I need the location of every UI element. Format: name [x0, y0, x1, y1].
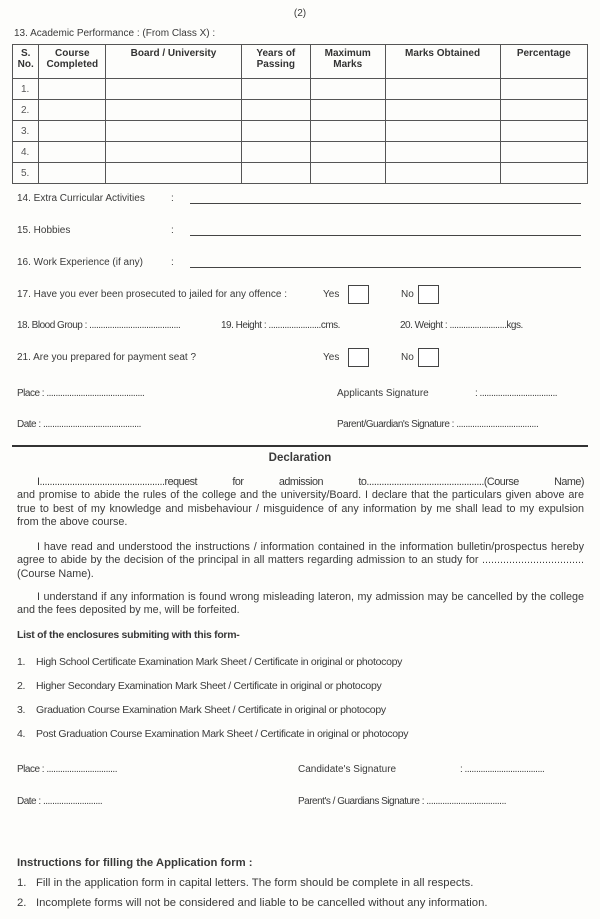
table-input-cell[interactable]: [310, 121, 385, 142]
hobbies-label: 15. Hobbies: [17, 225, 71, 236]
enclosure-item: Graduation Course Examination Mark Sheet / Certificate in original or photocopy: [36, 704, 386, 716]
table-input-cell[interactable]: [500, 121, 587, 142]
table-input-cell[interactable]: [385, 79, 500, 100]
column-header: [39, 45, 106, 79]
declaration-paragraph-1: [17, 476, 584, 530]
column-header-text: Marks Obtained: [405, 48, 481, 59]
table-input-cell[interactable]: [241, 163, 310, 184]
serial-number-cell: 4.: [13, 142, 39, 163]
column-header-text: No.: [17, 59, 34, 70]
applicant-signature-label: Applicants Signature: [337, 388, 429, 399]
serial-number-cell: 5.: [13, 163, 39, 184]
blood-group-field[interactable]: 18. Blood Group : ........................................: [17, 320, 181, 331]
column-header-text: Passing: [256, 59, 295, 70]
table-input-cell[interactable]: [106, 163, 242, 184]
place-field[interactable]: Place : ...........................................: [17, 388, 145, 399]
declaration-paragraph-1-text: and promise to abide the rules of the college and the university/Board. I declare that the particulars given above are true to best of my knowledge and misbehaviour / misguidence of any information by me shall lead to my expulsion from the above course.: [17, 489, 584, 529]
column-header-text: Maximum: [324, 48, 371, 59]
payment-seat-yes-label: Yes: [323, 352, 340, 363]
payment-seat-yes-checkbox[interactable]: [348, 348, 369, 367]
enclosure-number: 2.: [17, 680, 26, 692]
parent-signature-field[interactable]: Parent/Guardian's Signature : ....................................: [337, 419, 539, 430]
candidate-signature-field[interactable]: : ...................................: [460, 764, 545, 775]
table-row: [13, 163, 588, 184]
date-field[interactable]: Date : ...........................................: [17, 419, 141, 430]
column-header-text: Board / University: [130, 48, 217, 59]
hobbies-colon: :: [171, 225, 174, 236]
table-input-cell[interactable]: [500, 100, 587, 121]
extra-curricular-label: 14. Extra Curricular Activities: [17, 193, 145, 204]
column-header-text: Percentage: [516, 48, 571, 59]
serial-number-cell: 1.: [13, 79, 39, 100]
column-header: [310, 45, 385, 79]
payment-seat-no-checkbox[interactable]: [418, 348, 439, 367]
payment-seat-no-label: No: [401, 352, 414, 363]
table-row: [13, 142, 588, 163]
declaration-paragraph-2: I have read and understood the instructions / information contained in the information bulletin/prospectus hereby agree to abide by the decision of the principal in all matters regarding admission to an study for .................................. (Course Name).: [17, 541, 584, 580]
work-experience-label: 16. Work Experience (if any): [17, 257, 143, 268]
table-header-row: [13, 45, 588, 79]
table-input-cell[interactable]: [106, 121, 242, 142]
table-input-cell[interactable]: [385, 100, 500, 121]
instructions-title: Instructions for filling the Application form :: [17, 857, 253, 869]
column-header-text: Completed: [46, 59, 99, 70]
work-experience-input[interactable]: [190, 267, 581, 268]
column-header: [385, 45, 500, 79]
table-input-cell[interactable]: [310, 142, 385, 163]
hobbies-input[interactable]: [190, 235, 581, 236]
declaration-paragraph-3: I understand if any information is found wrong misleading lateron, my admission may be cancelled by the college and the fees deposited by me, will be forfeited.: [17, 591, 584, 617]
table-input-cell[interactable]: [385, 163, 500, 184]
enclosures-title: List of the enclosures submiting with this form-: [17, 629, 240, 641]
column-header: [13, 45, 39, 79]
column-header: [241, 45, 310, 79]
table-input-cell[interactable]: [500, 79, 587, 100]
column-header-text: Marks: [333, 59, 363, 70]
column-header-text: Years of: [256, 48, 296, 59]
prosecuted-yes-checkbox[interactable]: [348, 285, 369, 304]
prosecuted-no-checkbox[interactable]: [418, 285, 439, 304]
section-divider: [12, 445, 588, 447]
table-row: [13, 79, 588, 100]
table-input-cell[interactable]: [39, 100, 106, 121]
instruction-number: 2.: [17, 897, 27, 909]
table-input-cell[interactable]: [106, 142, 242, 163]
column-header-text: Course: [55, 48, 90, 59]
serial-number-cell: 2.: [13, 100, 39, 121]
academic-performance-title: 13. Academic Performance : (From Class X) :: [14, 28, 216, 39]
enclosure-item: Post Graduation Course Examination Mark Sheet / Certificate in original or photocopy: [36, 728, 409, 740]
column-header: [106, 45, 242, 79]
enclosure-number: 4.: [17, 728, 26, 740]
table-row: [13, 100, 588, 121]
table-input-cell[interactable]: [39, 79, 106, 100]
signoff-place-field[interactable]: Place : ...............................: [17, 764, 117, 775]
table-input-cell[interactable]: [39, 163, 106, 184]
table-input-cell[interactable]: [310, 100, 385, 121]
table-input-cell[interactable]: [39, 121, 106, 142]
table-input-cell[interactable]: [106, 100, 242, 121]
table-input-cell[interactable]: [106, 79, 242, 100]
candidate-signature-label: Candidate's Signature: [298, 764, 397, 775]
prosecuted-no-label: No: [401, 289, 414, 300]
table-input-cell[interactable]: [500, 163, 587, 184]
table-row: [13, 121, 588, 142]
work-experience-colon: :: [171, 257, 174, 268]
parents-signature-field[interactable]: Parent's / Guardians Signature : ...................................: [298, 796, 507, 807]
enclosure-number: 3.: [17, 704, 26, 716]
extra-curricular-colon: :: [171, 193, 174, 204]
column-header: [500, 45, 587, 79]
page-number: (2): [293, 8, 307, 19]
serial-number-cell: 3.: [13, 121, 39, 142]
table-input-cell[interactable]: [241, 121, 310, 142]
column-header-text: S.: [20, 48, 31, 59]
declaration-admission-line[interactable]: I..................................................request for admission to...............................................(Course Name): [37, 476, 584, 488]
payment-seat-label: 21. Are you prepared for payment seat ?: [17, 352, 196, 363]
table-input-cell[interactable]: [241, 100, 310, 121]
table-input-cell[interactable]: [310, 79, 385, 100]
applicant-signature-field[interactable]: : ..................................: [475, 388, 558, 399]
instruction-item: Incomplete forms will not be considered and liable to be cancelled without any information.: [36, 897, 488, 909]
extra-curricular-input[interactable]: [190, 203, 581, 204]
table-input-cell[interactable]: [241, 142, 310, 163]
prosecuted-label: 17. Have you ever been prosecuted to jailed for any offence :: [17, 289, 287, 300]
table-input-cell[interactable]: [385, 142, 500, 163]
table-input-cell[interactable]: [500, 142, 587, 163]
academic-performance-table: [12, 44, 588, 184]
table-input-cell[interactable]: [310, 163, 385, 184]
table-input-cell[interactable]: [241, 79, 310, 100]
prosecuted-yes-label: Yes: [323, 289, 340, 300]
declaration-title: Declaration: [268, 452, 332, 464]
enclosure-number: 1.: [17, 656, 26, 668]
enclosure-item: High School Certificate Examination Mark Sheet / Certificate in original or photocopy: [36, 656, 403, 668]
instruction-item: Fill in the application form in capital letters. The form should be complete in all respects.: [36, 877, 474, 889]
table-input-cell[interactable]: [385, 121, 500, 142]
signoff-date-field[interactable]: Date : ..........................: [17, 796, 103, 807]
weight-field[interactable]: 20. Weight : .........................kgs.: [400, 320, 523, 331]
enclosure-item: Higher Secondary Examination Mark Sheet / Certificate in original or photocopy: [36, 680, 382, 692]
instruction-number: 1.: [17, 877, 27, 889]
height-field[interactable]: 19. Height : .......................cms.: [221, 320, 340, 331]
table-input-cell[interactable]: [39, 142, 106, 163]
